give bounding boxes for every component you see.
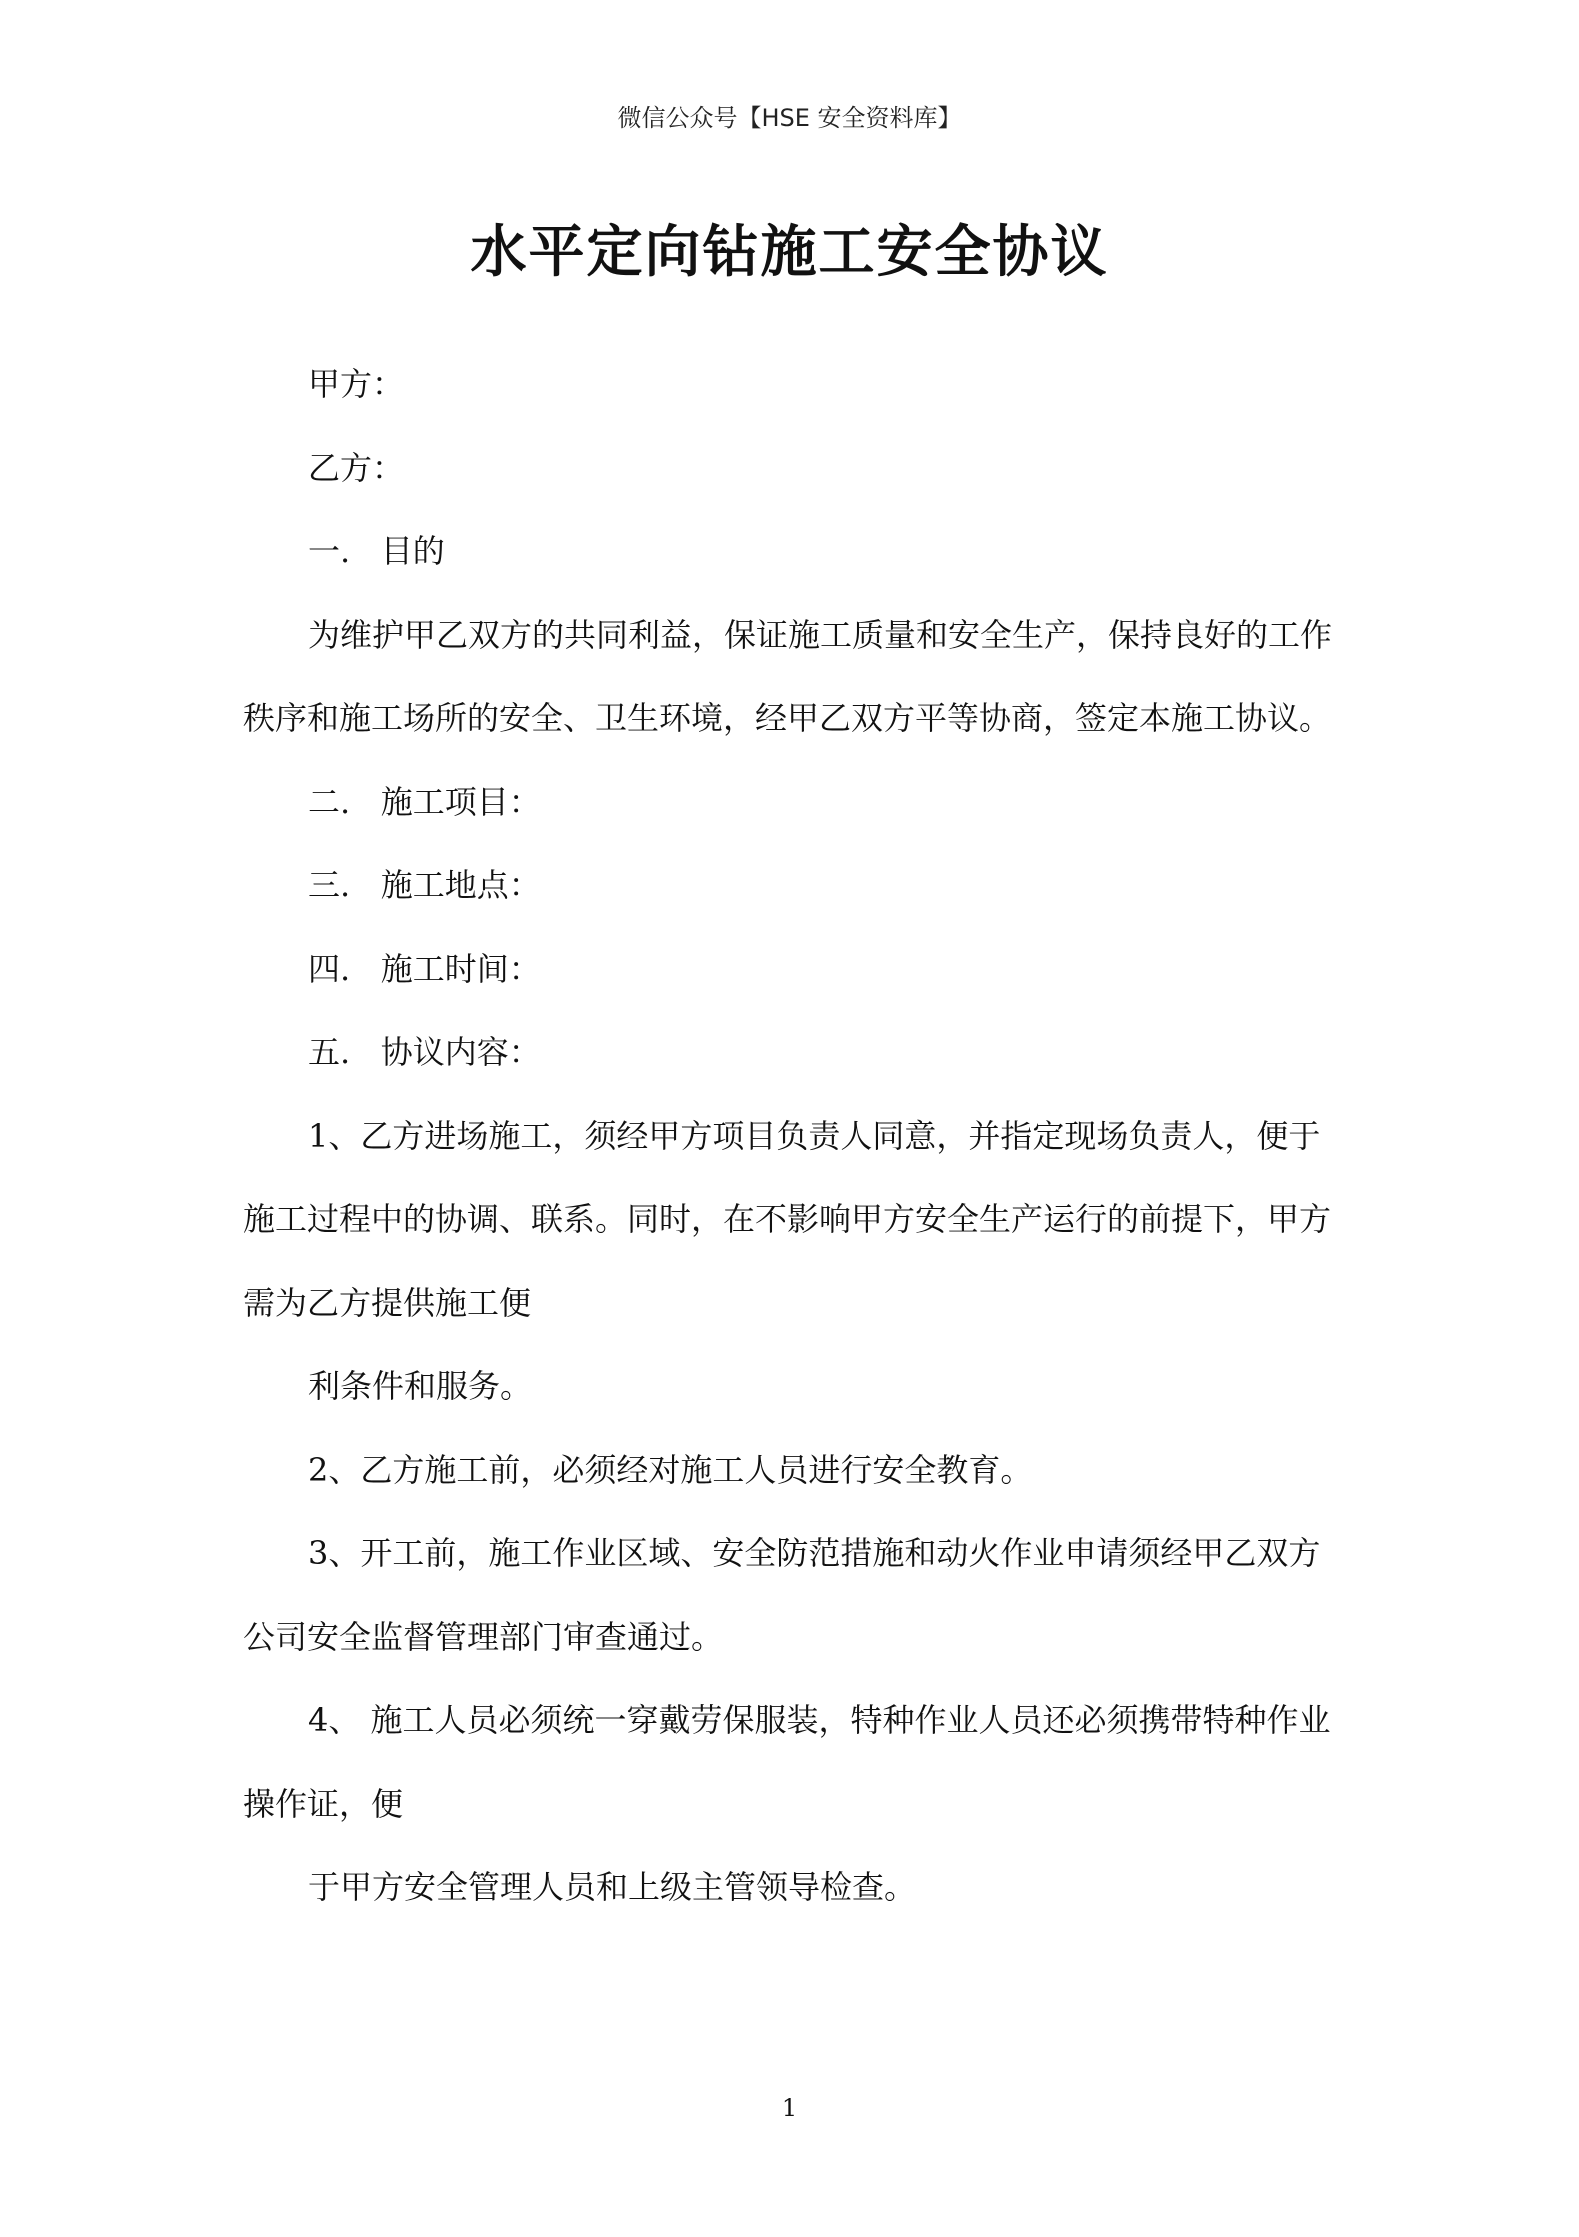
- section-heading: 三. 施工地点：: [308, 866, 541, 904]
- section-heading: 四. 施工时间：: [308, 949, 541, 988]
- clause-line: 操作证，便: [243, 1784, 404, 1823]
- section-heading: 一. 目的: [308, 532, 445, 570]
- section-heading: 五. 协议内容：: [308, 1033, 541, 1071]
- section-heading: 二. 施工项目：: [308, 782, 541, 821]
- clause-line: 于甲方安全管理人员和上级主管领导检查。: [308, 1868, 917, 1906]
- clause-line: 4、 施工人员必须统一穿戴劳保服装，特种作业人员还必须携带特种作业: [308, 1701, 1331, 1739]
- clause-line: 公司安全监督管理部门审查通过。: [243, 1617, 724, 1656]
- document-title: 水平定向钻施工安全协议: [470, 219, 1109, 285]
- clause-line: 3、开工前，施工作业区域、安全防范措施和动火作业申请须经甲乙双方: [308, 1534, 1321, 1572]
- page-number: 1: [781, 2094, 798, 2122]
- clause-line: 2、乙方施工前，必须经对施工人员进行安全教育。: [308, 1450, 1033, 1489]
- clause-line: 需为乙方提供施工便: [243, 1283, 532, 1322]
- clause-line: 利条件和服务。: [308, 1367, 533, 1405]
- text-line: 甲方：: [308, 365, 405, 403]
- text-line: 秩序和施工场所的安全、卫生环境，经甲乙双方平等协商，签定本施工协议。: [243, 699, 1332, 737]
- clause-line: 施工过程中的协调、联系。同时，在不影响甲方安全生产运行的前提下，甲方: [243, 1200, 1332, 1238]
- text-line: 乙方：: [308, 448, 405, 487]
- page-header: 微信公众号【HSE 安全资料库】: [617, 104, 962, 132]
- clause-line: 1、乙方进场施工，须经甲方项目负责人同意，并指定现场负责人，便于: [308, 1116, 1321, 1155]
- document-body: [243, 343, 1345, 1930]
- text-line: 为维护甲乙双方的共同利益，保证施工质量和安全生产，保持良好的工作: [308, 615, 1333, 654]
